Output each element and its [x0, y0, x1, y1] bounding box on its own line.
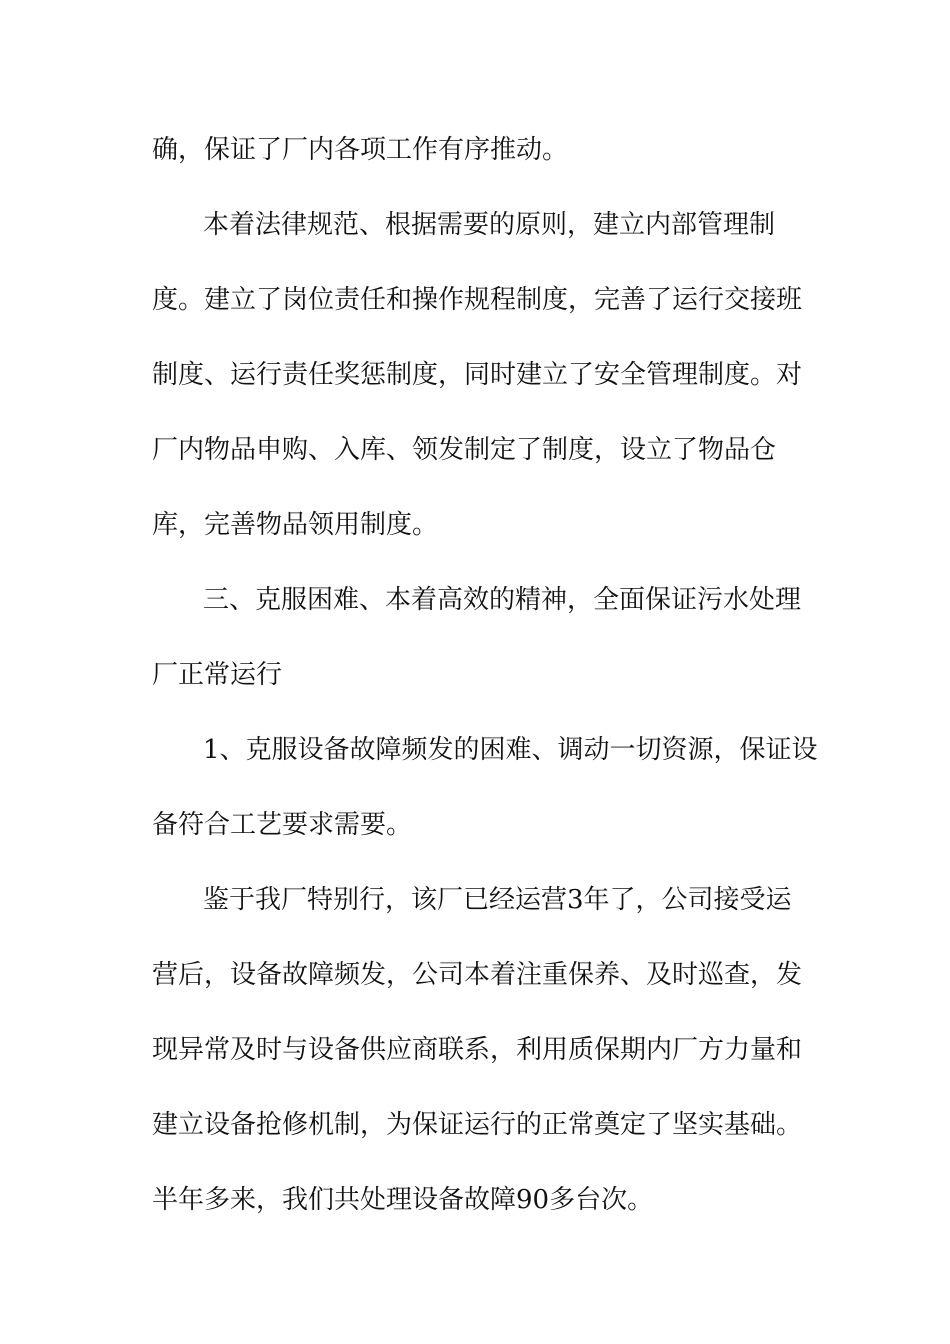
paragraph-start-line: 本着法律规范、根据需要的原则，建立内部管理制: [203, 210, 776, 240]
text-line: 库，完善物品领用制度。: [152, 510, 439, 540]
text-line: 现异常及时与设备供应商联系，利用质保期内厂方力量和: [152, 1035, 803, 1065]
subsection-heading-line: 备符合工艺要求需要。: [152, 810, 413, 840]
text-line: 营后，设备故障频发，公司本着注重保养、及时巡查，发: [152, 960, 803, 990]
text-line: 制度、运行责任奖惩制度，同时建立了安全管理制度。对: [152, 360, 803, 390]
text-line: 建立设备抢修机制，为保证运行的正常奠定了坚实基础。: [152, 1110, 803, 1140]
section-heading-line: 三、克服困难、本着高效的精神，全面保证污水处理: [203, 585, 802, 615]
text-line: 确，保证了厂内各项工作有序推动。: [152, 135, 569, 165]
section-heading-line: 厂正常运行: [152, 660, 283, 690]
paragraph-start-line: 鉴于我厂特别行，该厂已经运营3年了，公司接受运: [203, 885, 792, 915]
text-line: 度。建立了岗位责任和操作规程制度，完善了运行交接班: [152, 285, 803, 315]
text-line: 半年多来，我们共处理设备故障90多台次。: [152, 1185, 654, 1215]
text-line: 厂内物品申购、入库、领发制定了制度，设立了物品仓: [152, 435, 777, 465]
subsection-heading-line: 1、克服设备故障频发的困难、调动一切资源，保证设: [203, 735, 818, 765]
